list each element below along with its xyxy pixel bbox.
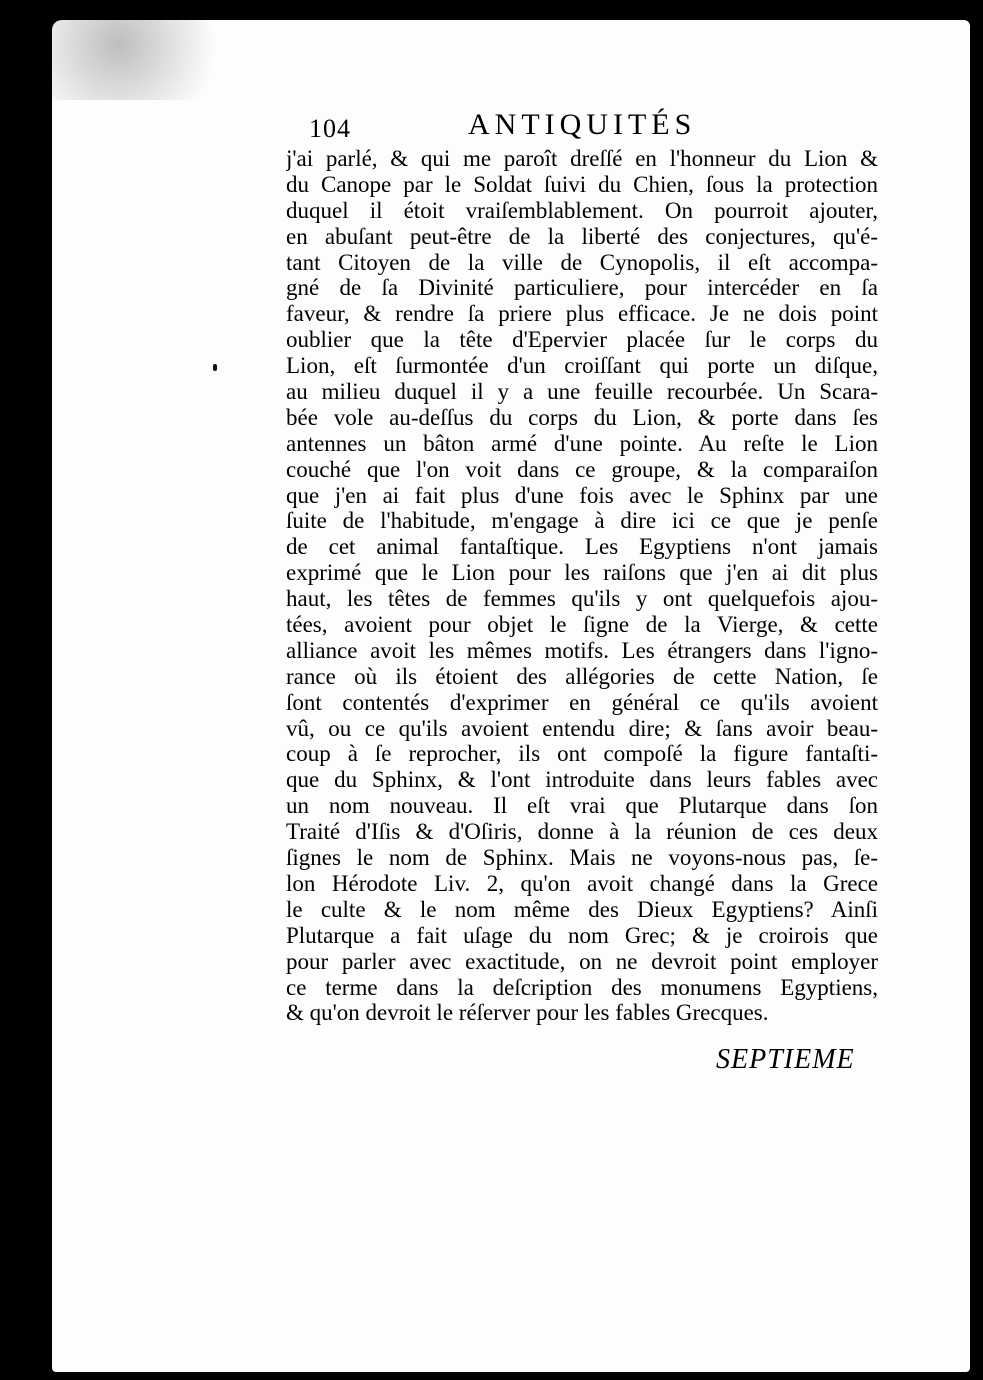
text-line: coup à ſe reprocher, ils ont compoſé la figure fantaſti- <box>286 741 878 767</box>
text-line: pour parler avec exactitude, on ne devroit point employer <box>286 948 878 974</box>
text-line: ce terme dans la deſcription des monumens Egyptiens, <box>286 974 878 1000</box>
text-line: haut, les têtes de femmes qu'ils y ont quelquefois ajou- <box>286 586 878 612</box>
text-line: Lion, eſt ſurmontée d'un croiſſant qui porte un diſque, <box>286 353 878 379</box>
text-line: ſuite de l'habitude, m'engage à dire ici ce que je penſe <box>286 508 878 534</box>
text-line: un nom nouveau. Il eſt vrai que Plutarque dans ſon <box>286 793 878 819</box>
text-line: faveur, & rendre ſa priere plus efficace. Je ne dois point <box>286 301 878 327</box>
text-line: que j'en ai fait plus d'une fois avec le Sphinx par une <box>286 482 878 508</box>
page-number: 104 <box>309 114 351 143</box>
running-title: ANTIQUITÉS <box>468 108 697 141</box>
text-line: au milieu duquel il y a une feuille recourbée. Un Scara- <box>286 379 878 405</box>
text-line: duquel il étoit vraiſemblablement. On pourroit ajouter, <box>286 197 878 223</box>
text-line: Traité d'Iſis & d'Oſiris, donne à la réunion de ces deux <box>286 819 878 845</box>
text-line: exprimé que le Lion pour les raiſons que j'en ai dit plus <box>286 560 878 586</box>
text-line: j'ai parlé, & qui me paroît dreſſé en l'honneur du Lion & <box>286 146 878 171</box>
text-line: tées, avoient pour objet le ſigne de la Vierge, & cette <box>286 612 878 638</box>
text-line: ſignes le nom de Sphinx. Mais ne voyons-nous pas, ſe- <box>286 845 878 871</box>
text-line: gné de ſa Divinité particuliere, pour intercéder en ſa <box>286 275 878 301</box>
body-text <box>286 146 878 1026</box>
ink-spot <box>213 364 217 371</box>
text-line: & qu'on devroit le réſerver pour les fables Grecques. <box>286 1000 769 1026</box>
text-line: que du Sphinx, & l'ont introduite dans leurs fables avec <box>286 767 878 793</box>
text-line: oublier que la tête d'Epervier placée ſur le corps du <box>286 327 878 353</box>
text-line: bée vole au-deſſus du corps du Lion, & porte dans ſes <box>286 404 878 430</box>
text-line: antennes un bâton armé d'une pointe. Au reſte le Lion <box>286 430 878 456</box>
text-line: vû, ou ce qu'ils avoient entendu dire; & ſans avoir beau- <box>286 715 878 741</box>
text-line: couché que l'on voit dans ce groupe, & la comparaiſon <box>286 456 878 482</box>
text-line: lon Hérodote Liv. 2, qu'on avoit changé dans la Grece <box>286 870 878 896</box>
text-line: ſont contentés d'exprimer en général ce qu'ils avoient <box>286 689 878 715</box>
text-line: le culte & le nom même des Dieux Egyptiens? Ainſi <box>286 896 878 922</box>
text-line: en abuſant peut-être de la liberté des conjectures, qu'é- <box>286 223 878 249</box>
text-line: rance où ils étoient des allégories de cette Nation, ſe <box>286 663 878 689</box>
text-line: tant Citoyen de la ville de Cynopolis, il eſt accompa- <box>286 249 878 275</box>
page-header <box>309 108 769 148</box>
text-line: Plutarque a fait uſage du nom Grec; & je croirois que <box>286 922 878 948</box>
text-line: de cet animal fantaſtique. Les Egyptiens n'ont jamais <box>286 534 878 560</box>
text-line: alliance avoit les mêmes motifs. Les étrangers dans l'igno- <box>286 637 878 663</box>
catchword: SEPTIEME <box>716 1044 855 1075</box>
text-line: du Canope par le Soldat ſuivi du Chien, ſous la protection <box>286 171 878 197</box>
